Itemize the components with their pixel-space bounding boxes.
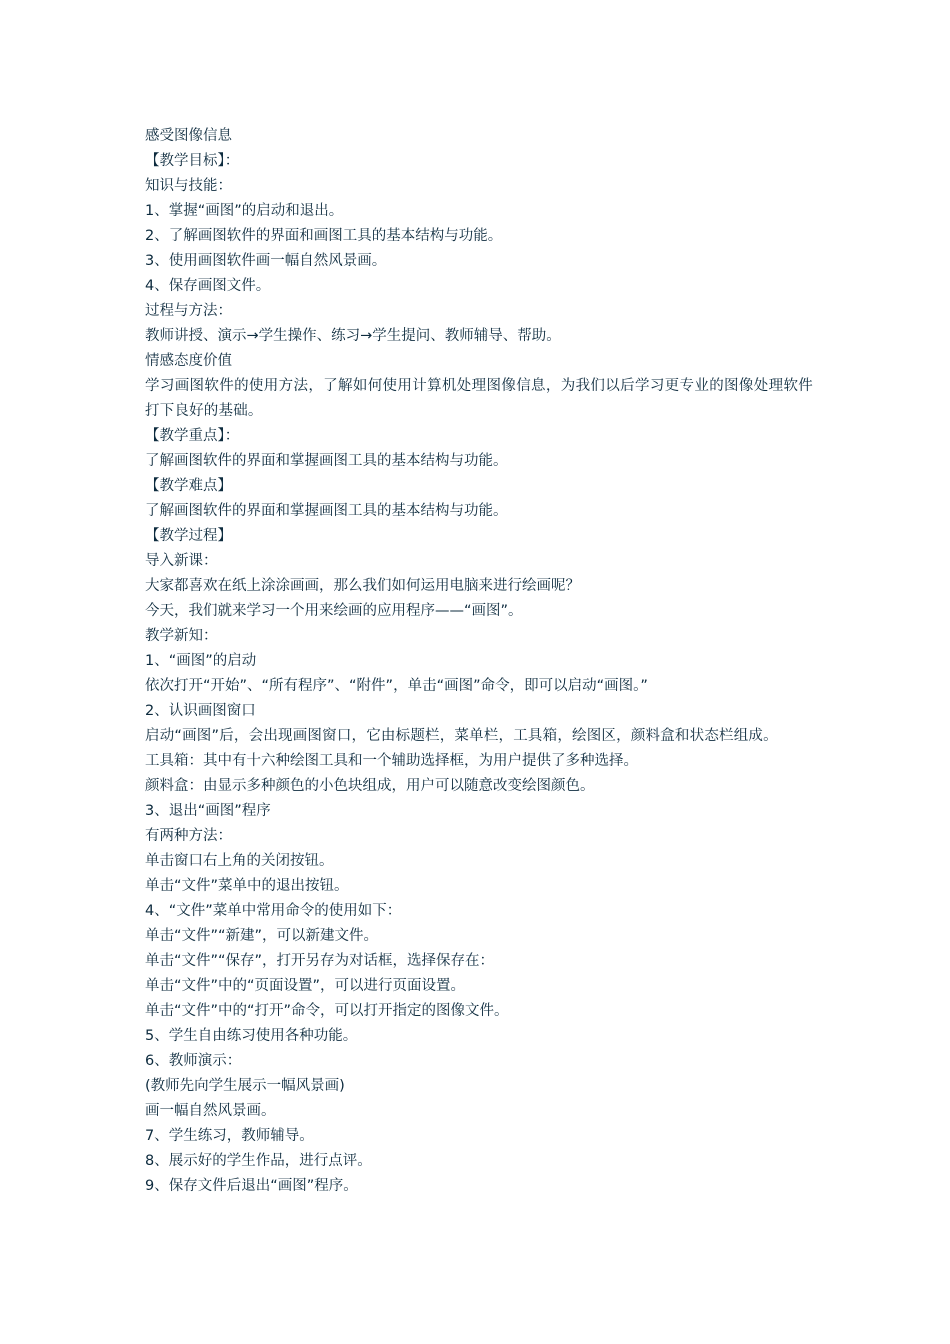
subheading-new-knowledge: 教学新知： — [145, 628, 218, 644]
difficulties-text: 了解画图软件的界面和掌握画图工具的基本结构与功能。 — [145, 503, 508, 519]
step-2-text: 启动“画图”后，会出现画图窗口，它由标题栏，菜单栏，工具箱，绘图区，颜料盒和状态栏组成。 — [145, 728, 778, 744]
palette-text: 颜料盒：由显示多种颜色的小色块组成，用户可以随意改变绘图颜色。 — [145, 778, 595, 794]
objective-item-4: 4、保存画图文件。 — [145, 278, 271, 294]
step-6-heading: 6、教师演示： — [145, 1053, 242, 1069]
toolbox-text: 工具箱：其中有十六种绘图工具和一个辅助选择框，为用户提供了多种选择。 — [145, 753, 638, 769]
step-4-item-4: 单击“文件”中的“打开”命令，可以打开指定的图像文件。 — [145, 1003, 509, 1019]
step-3-method-2: 单击“文件”菜单中的退出按钮。 — [145, 878, 349, 894]
step-6-text: 画一幅自然风景画。 — [145, 1103, 276, 1119]
step-4-item-2: 单击“文件”“保存”，打开另存为对话框，选择保存在： — [145, 953, 495, 969]
objective-item-3: 3、使用画图软件画一幅自然风景画。 — [145, 253, 387, 269]
step-1-text: 依次打开“开始”、“所有程序”、“附件”，单击“画图”命令，即可以启动“画图。” — [145, 678, 648, 694]
introduction-text-1: 大家都喜欢在纸上涂涂画画，那么我们如何运用电脑来进行绘画呢？ — [145, 578, 580, 594]
step-1-heading: 1、“画图”的启动 — [145, 653, 257, 669]
section-heading-objectives: 【教学目标】： — [145, 153, 240, 169]
step-6-note: (教师先向学生展示一幅风景画) — [145, 1078, 345, 1094]
section-heading-key-points: 【教学重点】： — [145, 428, 240, 444]
process-method-text: 教师讲授、演示→学生操作、练习→学生提问、教师辅导、帮助。 — [145, 328, 561, 344]
step-2-heading: 2、认识画图窗口 — [145, 703, 256, 719]
step-3-subheading: 有两种方法： — [145, 828, 232, 844]
objective-item-2: 2、了解画图软件的界面和画图工具的基本结构与功能。 — [145, 228, 503, 244]
objective-item-1: 1、掌握“画图”的启动和退出。 — [145, 203, 344, 219]
attitude-values-text: 学习画图软件的使用方法，了解如何使用计算机处理图像信息，为我们以后学习更专业的图像处理软件打下良好的基础。 — [145, 378, 813, 419]
step-7: 7、学生练习，教师辅导。 — [145, 1128, 314, 1144]
subheading-introduction: 导入新课： — [145, 553, 218, 569]
step-3-method-1: 单击窗口右上角的关闭按钮。 — [145, 853, 334, 869]
step-8: 8、展示好的学生作品，进行点评。 — [145, 1153, 372, 1169]
key-points-text: 了解画图软件的界面和掌握画图工具的基本结构与功能。 — [145, 453, 508, 469]
section-heading-process: 【教学过程】 — [145, 528, 232, 544]
document-body — [145, 124, 813, 1199]
step-4-item-3: 单击“文件”中的“页面设置”，可以进行页面设置。 — [145, 978, 466, 994]
step-4-item-1: 单击“文件”“新建”，可以新建文件。 — [145, 928, 379, 944]
document-title: 感受图像信息 — [145, 128, 232, 144]
subheading-process-method: 过程与方法： — [145, 303, 232, 319]
introduction-text-2: 今天，我们就来学习一个用来绘画的应用程序——“画图”。 — [145, 603, 523, 619]
step-9: 9、保存文件后退出“画图”程序。 — [145, 1178, 358, 1194]
subheading-knowledge-skills: 知识与技能： — [145, 178, 232, 194]
subheading-attitude-values: 情感态度价值 — [145, 353, 232, 369]
step-5: 5、学生自由练习使用各种功能。 — [145, 1028, 358, 1044]
step-3-heading: 3、退出“画图”程序 — [145, 803, 271, 819]
step-4-heading: 4、“文件”菜单中常用命令的使用如下： — [145, 903, 402, 919]
section-heading-difficulties: 【教学难点】 — [145, 478, 232, 494]
